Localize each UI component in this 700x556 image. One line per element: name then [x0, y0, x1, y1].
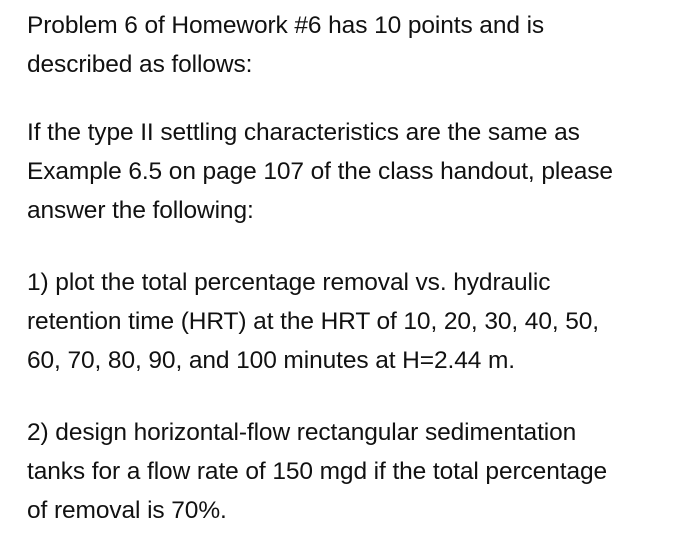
text-line: Problem 6 of Homework #6 has 10 points and is	[27, 12, 545, 39]
text-line: tanks for a flow rate of 150 mgd if the total percentage	[27, 458, 608, 485]
text-line: retention time (HRT) at the HRT of 10, 20, 30, 40, 50,	[27, 308, 600, 335]
intro-paragraph	[27, 6, 682, 84]
text-line: 2) design horizontal-flow rectangular sedimentation	[27, 419, 577, 446]
context-paragraph	[27, 113, 682, 230]
text-line: Example 6.5 on page 107 of the class handout, please	[27, 158, 613, 185]
text-line: If the type II settling characteristics are the same as	[27, 119, 580, 146]
text-line: 60, 70, 80, 90, and 100 minutes at H=2.44 m.	[27, 347, 515, 374]
text-line: answer the following:	[27, 197, 254, 224]
text-line: of removal is 70%.	[27, 497, 227, 524]
task-1-paragraph	[27, 263, 682, 380]
text-line: 1) plot the total percentage removal vs. hydraulic	[27, 269, 551, 296]
task-2-paragraph	[27, 413, 682, 530]
text-line: described as follows:	[27, 51, 253, 78]
